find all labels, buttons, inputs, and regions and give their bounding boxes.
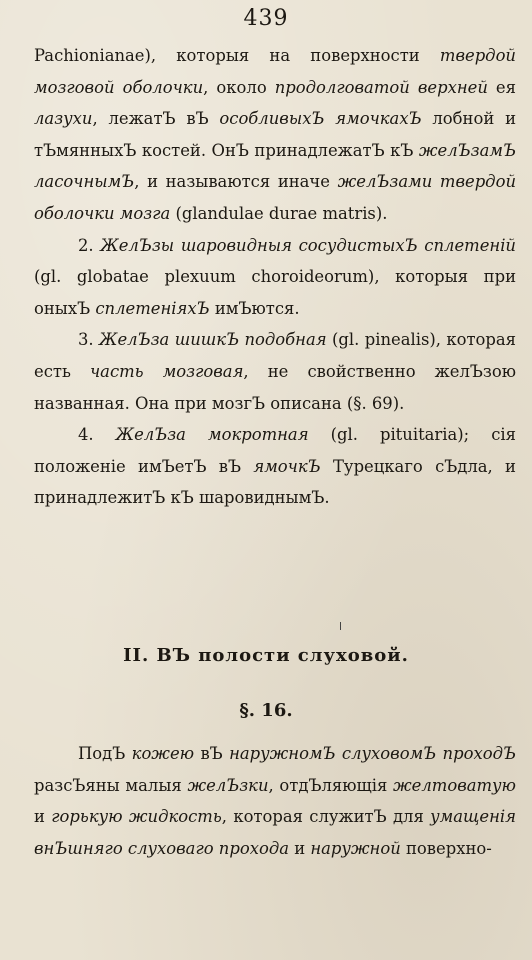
body-text-top [34, 40, 516, 514]
text-run: ПодЪ [78, 744, 132, 763]
italic-term: желЪзки [187, 775, 269, 795]
paragraph-glandulae-durae-matris [34, 40, 516, 230]
text-run: , лежатЪ вЪ [92, 109, 220, 129]
text-run: , не свойственно желЪзою названная. Она при мозгЪ описана (§. 69). [34, 361, 516, 413]
item-number: 4. [78, 425, 116, 445]
body-text-bottom [34, 738, 516, 864]
text-run: и [289, 838, 311, 858]
italic-term: наружномЪ слуховомЪ проходЪ [229, 744, 516, 763]
italic-term: наружной [310, 838, 401, 858]
italic-term: твердой мозговой оболочки [34, 46, 516, 97]
italic-term: ЖелЪза шишкЪ подобная [99, 330, 327, 350]
text-run: (gl. pinealis), которая есть [34, 330, 517, 381]
text-run: (gl. globatae plexuum choroideorum), которыя при оныхЪ [34, 267, 516, 318]
italic-term: ЖелЪза мокротная [115, 425, 309, 445]
text-run: разсЪяны малыя [34, 775, 188, 795]
italic-term: ямочкЪ [253, 456, 321, 476]
italic-term: особливыхЪ ямочкахЪ [219, 109, 422, 129]
italic-term: ЖелЪзы шаровидныя сосудистыхЪ сплетеній [100, 235, 516, 255]
text-run: вЪ [194, 744, 230, 763]
italic-term: горькую жидкость [51, 807, 222, 827]
text-run: , отдЪляющія [268, 775, 394, 795]
text-run: (gl. pituitaria); сія положеніе имЪетЪ вЪ [34, 425, 516, 476]
text-run: , около [203, 77, 275, 97]
section-heading: II. ВЪ полости слуховой. [123, 645, 409, 666]
text-run: (glandulae durae matris). [170, 203, 388, 223]
text-run: лобной и тЪмянныхЪ костей. ОнЪ принадлежатЪ кЪ [34, 109, 516, 160]
text-run: Pachionianae), которыя на поверхности [34, 46, 440, 65]
italic-term: сплетеніяхЪ [95, 298, 210, 318]
italic-term: продолговатой верхней [274, 77, 488, 97]
italic-term: кожею [131, 744, 195, 763]
text-run: Турецкаго сЪдла, и принадлежитЪ кЪ шаровиднымЪ. [34, 456, 516, 508]
italic-term: лазухи [34, 109, 93, 129]
section-number: §. 16. [239, 700, 293, 721]
paragraph-item-3 [34, 324, 516, 419]
paragraph-item-4 [34, 419, 516, 514]
italic-term: часть мозговая [89, 361, 244, 381]
italic-term: желЪзамЪ ласочнымЪ [34, 140, 516, 192]
text-run: ея [487, 77, 516, 97]
print-mark [340, 622, 341, 630]
item-number: 3. [78, 330, 100, 350]
page-number: 439 [243, 6, 289, 31]
italic-term: желтоватую [393, 775, 516, 795]
text-run: поверхно- [400, 838, 492, 858]
italic-term: умащенія внЪшняго слуховаго прохода [34, 807, 517, 858]
paragraph-item-2 [34, 230, 516, 325]
text-run: , которая служитЪ для [221, 807, 431, 827]
text-run: и [34, 807, 52, 827]
italic-term: желЪзами твердой оболочки мозга [34, 172, 516, 223]
text-run: имЪются. [209, 298, 300, 318]
item-number: 2. [78, 235, 101, 255]
paragraph-ear-canal-glands [34, 738, 516, 864]
text-run: , и называются иначе [134, 172, 338, 192]
